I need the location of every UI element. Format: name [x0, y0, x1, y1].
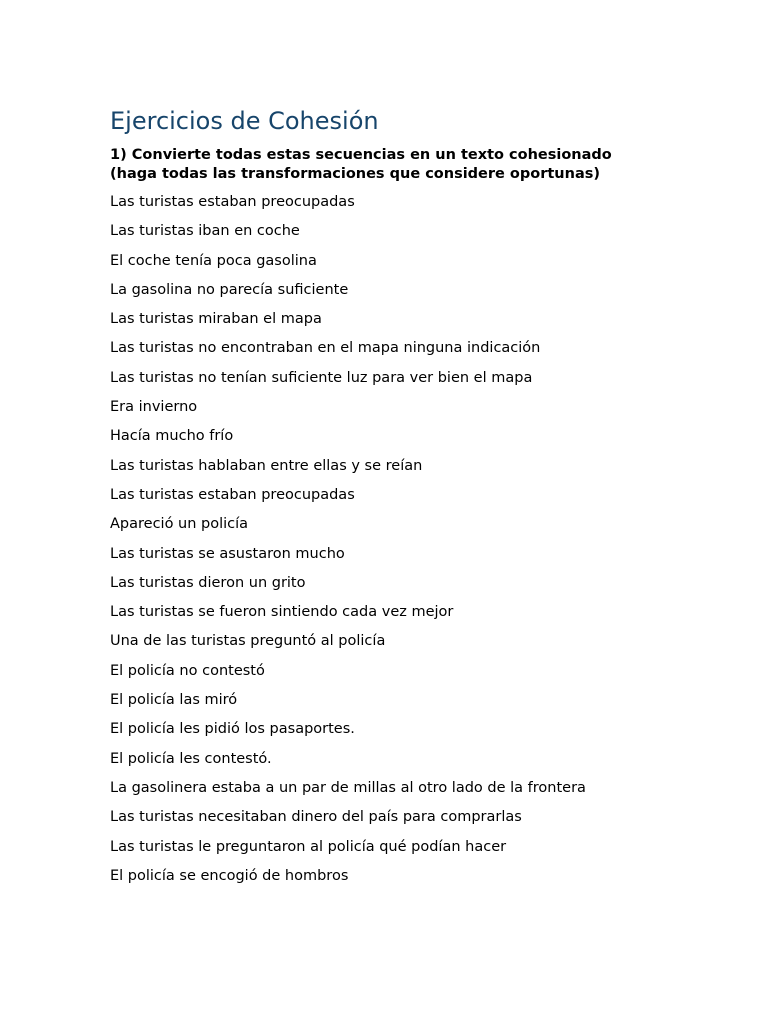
sentence-item: Las turistas iban en coche	[110, 223, 300, 240]
sentence-item: El policía les pidió los pasaportes.	[110, 721, 355, 738]
sentence-item: Hacía mucho frío	[110, 428, 234, 445]
instruction-line-2: (haga todas las transformaciones que considere oportunas)	[110, 166, 600, 182]
instruction-line-1: 1) Convierte todas estas secuencias en un texto cohesionado	[110, 147, 612, 163]
sentence-item: Apareció un policía	[110, 516, 249, 533]
sentence-item: Las turistas no encontraban en el mapa ninguna indicación	[110, 340, 541, 357]
sentence-item: Las turistas hablaban entre ellas y se reían	[110, 457, 423, 474]
sentence-item: Las turistas se fueron sintiendo cada vez mejor	[110, 604, 454, 621]
sentence-item: Las turistas le preguntaron al policía qué podían hacer	[110, 838, 507, 855]
exercise-instruction	[110, 146, 730, 184]
sentence-item: La gasolina no parecía suficiente	[110, 281, 349, 298]
sentence-item: Las turistas estaban preocupadas	[110, 194, 355, 210]
sentence-item: Las turistas dieron un grito	[110, 574, 306, 591]
sentence-item: El policía les contestó.	[110, 750, 272, 767]
sentence-item: Las turistas se asustaron mucho	[110, 545, 345, 562]
sentence-item: El coche tenía poca gasolina	[110, 252, 317, 269]
sentence-item: La gasolinera estaba a un par de millas al otro lado de la frontera	[110, 779, 586, 796]
sentence-list	[110, 193, 730, 886]
sentence-item: El policía no contestó	[110, 662, 265, 679]
document-page	[110, 104, 730, 896]
document-title: Ejercicios de Cohesión	[110, 107, 379, 135]
sentence-item: Las turistas estaban preocupadas	[110, 486, 355, 503]
sentence-item: Una de las turistas preguntó al policía	[110, 633, 386, 650]
sentence-item: Las turistas no tenían suficiente luz para ver bien el mapa	[110, 369, 533, 386]
sentence-item: Las turistas miraban el mapa	[110, 311, 322, 328]
sentence-item: Las turistas necesitaban dinero del país para comprarlas	[110, 809, 522, 826]
sentence-item: El policía se encogió de hombros	[110, 867, 349, 884]
sentence-item: El policía las miró	[110, 692, 238, 709]
sentence-item: Era invierno	[110, 399, 198, 416]
